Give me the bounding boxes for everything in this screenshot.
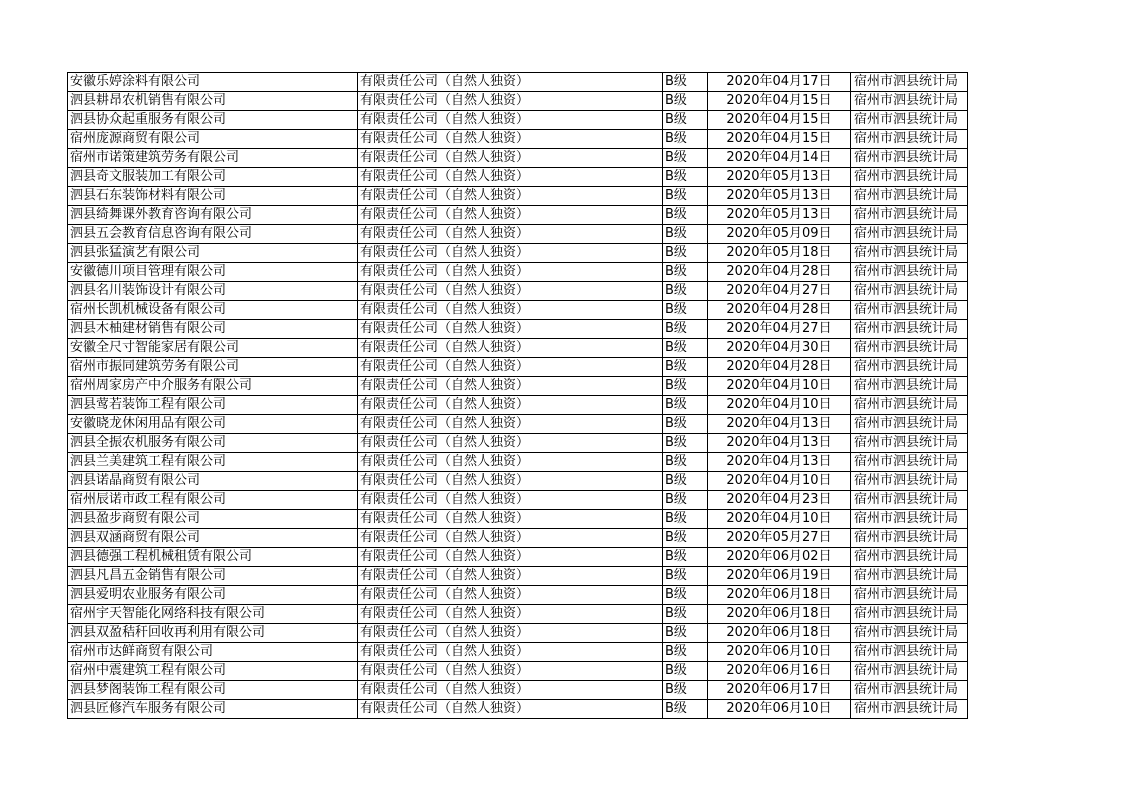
company-type-cell: 有限责任公司（自然人独资）	[358, 339, 663, 358]
date-cell: 2020年06月02日	[708, 548, 851, 567]
table-row	[68, 548, 968, 567]
table-row	[68, 453, 968, 472]
company-type-cell: 有限责任公司（自然人独资）	[358, 529, 663, 548]
credit-grade-cell: B级	[663, 662, 708, 681]
company-type-cell: 有限责任公司（自然人独资）	[358, 434, 663, 453]
date-cell: 2020年06月16日	[708, 662, 851, 681]
table-row	[68, 491, 968, 510]
company-name-cell: 泗县张猛演艺有限公司	[68, 244, 358, 263]
date-cell: 2020年04月23日	[708, 491, 851, 510]
company-name-cell: 泗县五会教育信息咨询有限公司	[68, 225, 358, 244]
company-type-cell: 有限责任公司（自然人独资）	[358, 453, 663, 472]
company-type-cell: 有限责任公司（自然人独资）	[358, 244, 663, 263]
date-cell: 2020年04月13日	[708, 415, 851, 434]
table-row	[68, 111, 968, 130]
company-type-cell: 有限责任公司（自然人独资）	[358, 149, 663, 168]
authority-cell: 宿州市泗县统计局	[851, 662, 968, 681]
company-name-cell: 泗县全振农机服务有限公司	[68, 434, 358, 453]
authority-cell: 宿州市泗县统计局	[851, 415, 968, 434]
table-row	[68, 681, 968, 700]
company-type-cell: 有限责任公司（自然人独资）	[358, 358, 663, 377]
authority-cell: 宿州市泗县统计局	[851, 206, 968, 225]
date-cell: 2020年06月18日	[708, 586, 851, 605]
authority-cell: 宿州市泗县统计局	[851, 244, 968, 263]
date-cell: 2020年05月27日	[708, 529, 851, 548]
credit-grade-cell: B级	[663, 396, 708, 415]
authority-cell: 宿州市泗县统计局	[851, 111, 968, 130]
company-name-cell: 泗县梦阁装饰工程有限公司	[68, 681, 358, 700]
authority-cell: 宿州市泗县统计局	[851, 263, 968, 282]
table-row	[68, 662, 968, 681]
company-type-cell: 有限责任公司（自然人独资）	[358, 168, 663, 187]
date-cell: 2020年06月19日	[708, 567, 851, 586]
credit-grade-cell: B级	[663, 358, 708, 377]
authority-cell: 宿州市泗县统计局	[851, 225, 968, 244]
authority-cell: 宿州市泗县统计局	[851, 624, 968, 643]
date-cell: 2020年04月13日	[708, 453, 851, 472]
table-row	[68, 92, 968, 111]
company-name-cell: 宿州市振同建筑劳务有限公司	[68, 358, 358, 377]
authority-cell: 宿州市泗县统计局	[851, 377, 968, 396]
date-cell: 2020年04月10日	[708, 377, 851, 396]
company-name-cell: 泗县莺若装饰工程有限公司	[68, 396, 358, 415]
company-name-cell: 安徽晓龙休闲用品有限公司	[68, 415, 358, 434]
company-type-cell: 有限责任公司（自然人独资）	[358, 282, 663, 301]
authority-cell: 宿州市泗县统计局	[851, 643, 968, 662]
company-name-cell: 泗县爱明农业服务有限公司	[68, 586, 358, 605]
table-row	[68, 415, 968, 434]
company-type-cell: 有限责任公司（自然人独资）	[358, 415, 663, 434]
credit-grade-cell: B级	[663, 377, 708, 396]
credit-grade-cell: B级	[663, 491, 708, 510]
date-cell: 2020年04月27日	[708, 282, 851, 301]
date-cell: 2020年05月13日	[708, 187, 851, 206]
table-row	[68, 624, 968, 643]
date-cell: 2020年06月18日	[708, 605, 851, 624]
credit-grade-cell: B级	[663, 548, 708, 567]
table-row	[68, 510, 968, 529]
table-row	[68, 206, 968, 225]
date-cell: 2020年04月10日	[708, 396, 851, 415]
credit-grade-cell: B级	[663, 472, 708, 491]
authority-cell: 宿州市泗县统计局	[851, 434, 968, 453]
company-name-cell: 宿州市诺策建筑劳务有限公司	[68, 149, 358, 168]
date-cell: 2020年05月18日	[708, 244, 851, 263]
company-name-cell: 泗县匠修汽车服务有限公司	[68, 700, 358, 719]
credit-grade-cell: B级	[663, 187, 708, 206]
date-cell: 2020年04月14日	[708, 149, 851, 168]
credit-grade-cell: B级	[663, 681, 708, 700]
company-name-cell: 宿州周家房产中介服务有限公司	[68, 377, 358, 396]
company-name-cell: 泗县双盈秸秆回收再利用有限公司	[68, 624, 358, 643]
authority-cell: 宿州市泗县统计局	[851, 681, 968, 700]
credit-grade-cell: B级	[663, 320, 708, 339]
authority-cell: 宿州市泗县统计局	[851, 130, 968, 149]
company-name-cell: 泗县协众起重服务有限公司	[68, 111, 358, 130]
authority-cell: 宿州市泗县统计局	[851, 282, 968, 301]
company-name-cell: 泗县绮舞课外教育咨询有限公司	[68, 206, 358, 225]
table-row	[68, 73, 968, 92]
company-type-cell: 有限责任公司（自然人独资）	[358, 225, 663, 244]
authority-cell: 宿州市泗县统计局	[851, 453, 968, 472]
company-name-cell: 泗县诺晶商贸有限公司	[68, 472, 358, 491]
authority-cell: 宿州市泗县统计局	[851, 548, 968, 567]
credit-grade-cell: B级	[663, 586, 708, 605]
credit-grade-cell: B级	[663, 529, 708, 548]
table-row	[68, 149, 968, 168]
company-name-cell: 宿州宇天智能化网络科技有限公司	[68, 605, 358, 624]
company-type-cell: 有限责任公司（自然人独资）	[358, 643, 663, 662]
company-type-cell: 有限责任公司（自然人独资）	[358, 130, 663, 149]
company-credit-table	[67, 72, 968, 719]
table-row	[68, 339, 968, 358]
company-name-cell: 泗县盈步商贸有限公司	[68, 510, 358, 529]
authority-cell: 宿州市泗县统计局	[851, 92, 968, 111]
credit-grade-cell: B级	[663, 301, 708, 320]
company-type-cell: 有限责任公司（自然人独资）	[358, 263, 663, 282]
date-cell: 2020年04月15日	[708, 111, 851, 130]
authority-cell: 宿州市泗县统计局	[851, 339, 968, 358]
table-row	[68, 700, 968, 719]
date-cell: 2020年04月15日	[708, 92, 851, 111]
company-name-cell: 宿州辰诺市政工程有限公司	[68, 491, 358, 510]
table-row	[68, 605, 968, 624]
credit-grade-cell: B级	[663, 567, 708, 586]
company-name-cell: 泗县名川装饰设计有限公司	[68, 282, 358, 301]
date-cell: 2020年06月10日	[708, 643, 851, 662]
company-type-cell: 有限责任公司（自然人独资）	[358, 586, 663, 605]
date-cell: 2020年04月30日	[708, 339, 851, 358]
authority-cell: 宿州市泗县统计局	[851, 510, 968, 529]
table-row	[68, 377, 968, 396]
table-row	[68, 358, 968, 377]
credit-grade-cell: B级	[663, 643, 708, 662]
date-cell: 2020年04月15日	[708, 130, 851, 149]
date-cell: 2020年06月17日	[708, 681, 851, 700]
table-row	[68, 282, 968, 301]
credit-grade-cell: B级	[663, 624, 708, 643]
company-name-cell: 宿州中震建筑工程有限公司	[68, 662, 358, 681]
credit-grade-cell: B级	[663, 453, 708, 472]
company-name-cell: 泗县双涵商贸有限公司	[68, 529, 358, 548]
table-row	[68, 472, 968, 491]
date-cell: 2020年05月09日	[708, 225, 851, 244]
date-cell: 2020年05月13日	[708, 206, 851, 225]
company-name-cell: 泗县石东装饰材料有限公司	[68, 187, 358, 206]
company-type-cell: 有限责任公司（自然人独资）	[358, 396, 663, 415]
credit-grade-cell: B级	[663, 510, 708, 529]
date-cell: 2020年04月13日	[708, 434, 851, 453]
authority-cell: 宿州市泗县统计局	[851, 700, 968, 719]
date-cell: 2020年04月28日	[708, 301, 851, 320]
credit-grade-cell: B级	[663, 415, 708, 434]
company-type-cell: 有限责任公司（自然人独资）	[358, 662, 663, 681]
company-name-cell: 泗县凡昌五金销售有限公司	[68, 567, 358, 586]
credit-grade-cell: B级	[663, 339, 708, 358]
credit-grade-cell: B级	[663, 605, 708, 624]
credit-grade-cell: B级	[663, 263, 708, 282]
table-row	[68, 244, 968, 263]
date-cell: 2020年06月18日	[708, 624, 851, 643]
company-type-cell: 有限责任公司（自然人独资）	[358, 320, 663, 339]
company-type-cell: 有限责任公司（自然人独资）	[358, 510, 663, 529]
date-cell: 2020年05月13日	[708, 168, 851, 187]
date-cell: 2020年04月28日	[708, 358, 851, 377]
company-type-cell: 有限责任公司（自然人独资）	[358, 567, 663, 586]
company-name-cell: 安徽全尺寸智能家居有限公司	[68, 339, 358, 358]
credit-grade-cell: B级	[663, 244, 708, 263]
authority-cell: 宿州市泗县统计局	[851, 358, 968, 377]
table-row	[68, 529, 968, 548]
date-cell: 2020年04月10日	[708, 510, 851, 529]
company-type-cell: 有限责任公司（自然人独资）	[358, 548, 663, 567]
authority-cell: 宿州市泗县统计局	[851, 396, 968, 415]
date-cell: 2020年04月17日	[708, 73, 851, 92]
credit-grade-cell: B级	[663, 206, 708, 225]
company-type-cell: 有限责任公司（自然人独资）	[358, 73, 663, 92]
company-type-cell: 有限责任公司（自然人独资）	[358, 491, 663, 510]
credit-grade-cell: B级	[663, 73, 708, 92]
company-name-cell: 泗县兰美建筑工程有限公司	[68, 453, 358, 472]
date-cell: 2020年04月10日	[708, 472, 851, 491]
table-row	[68, 396, 968, 415]
table-row	[68, 434, 968, 453]
table-row	[68, 225, 968, 244]
company-type-cell: 有限责任公司（自然人独资）	[358, 624, 663, 643]
company-name-cell: 安徽德川项目管理有限公司	[68, 263, 358, 282]
company-name-cell: 安徽乐婷涂料有限公司	[68, 73, 358, 92]
company-type-cell: 有限责任公司（自然人独资）	[358, 92, 663, 111]
credit-grade-cell: B级	[663, 282, 708, 301]
company-name-cell: 泗县木柚建材销售有限公司	[68, 320, 358, 339]
authority-cell: 宿州市泗县统计局	[851, 73, 968, 92]
company-type-cell: 有限责任公司（自然人独资）	[358, 700, 663, 719]
table-row	[68, 301, 968, 320]
credit-grade-cell: B级	[663, 700, 708, 719]
authority-cell: 宿州市泗县统计局	[851, 320, 968, 339]
company-type-cell: 有限责任公司（自然人独资）	[358, 605, 663, 624]
authority-cell: 宿州市泗县统计局	[851, 472, 968, 491]
table-row	[68, 567, 968, 586]
credit-grade-cell: B级	[663, 434, 708, 453]
company-type-cell: 有限责任公司（自然人独资）	[358, 681, 663, 700]
company-name-cell: 泗县奇文服装加工有限公司	[68, 168, 358, 187]
company-type-cell: 有限责任公司（自然人独资）	[358, 206, 663, 225]
table-row	[68, 320, 968, 339]
date-cell: 2020年06月10日	[708, 700, 851, 719]
authority-cell: 宿州市泗县统计局	[851, 605, 968, 624]
credit-grade-cell: B级	[663, 130, 708, 149]
credit-grade-cell: B级	[663, 111, 708, 130]
company-name-cell: 宿州市达鲜商贸有限公司	[68, 643, 358, 662]
credit-grade-cell: B级	[663, 149, 708, 168]
company-name-cell: 宿州庞源商贸有限公司	[68, 130, 358, 149]
company-type-cell: 有限责任公司（自然人独资）	[358, 111, 663, 130]
date-cell: 2020年04月27日	[708, 320, 851, 339]
table-row	[68, 130, 968, 149]
table-row	[68, 187, 968, 206]
company-type-cell: 有限责任公司（自然人独资）	[358, 472, 663, 491]
credit-grade-cell: B级	[663, 168, 708, 187]
table-body	[68, 73, 968, 719]
credit-grade-cell: B级	[663, 225, 708, 244]
company-name-cell: 泗县耕昂农机销售有限公司	[68, 92, 358, 111]
authority-cell: 宿州市泗县统计局	[851, 491, 968, 510]
authority-cell: 宿州市泗县统计局	[851, 187, 968, 206]
authority-cell: 宿州市泗县统计局	[851, 529, 968, 548]
table-row	[68, 168, 968, 187]
table-row	[68, 586, 968, 605]
authority-cell: 宿州市泗县统计局	[851, 301, 968, 320]
table-row	[68, 643, 968, 662]
company-type-cell: 有限责任公司（自然人独资）	[358, 187, 663, 206]
company-name-cell: 宿州长凯机械设备有限公司	[68, 301, 358, 320]
date-cell: 2020年04月28日	[708, 263, 851, 282]
authority-cell: 宿州市泗县统计局	[851, 149, 968, 168]
authority-cell: 宿州市泗县统计局	[851, 168, 968, 187]
table-row	[68, 263, 968, 282]
company-type-cell: 有限责任公司（自然人独资）	[358, 301, 663, 320]
company-type-cell: 有限责任公司（自然人独资）	[358, 377, 663, 396]
authority-cell: 宿州市泗县统计局	[851, 567, 968, 586]
credit-grade-cell: B级	[663, 92, 708, 111]
company-name-cell: 泗县德强工程机械租赁有限公司	[68, 548, 358, 567]
authority-cell: 宿州市泗县统计局	[851, 586, 968, 605]
